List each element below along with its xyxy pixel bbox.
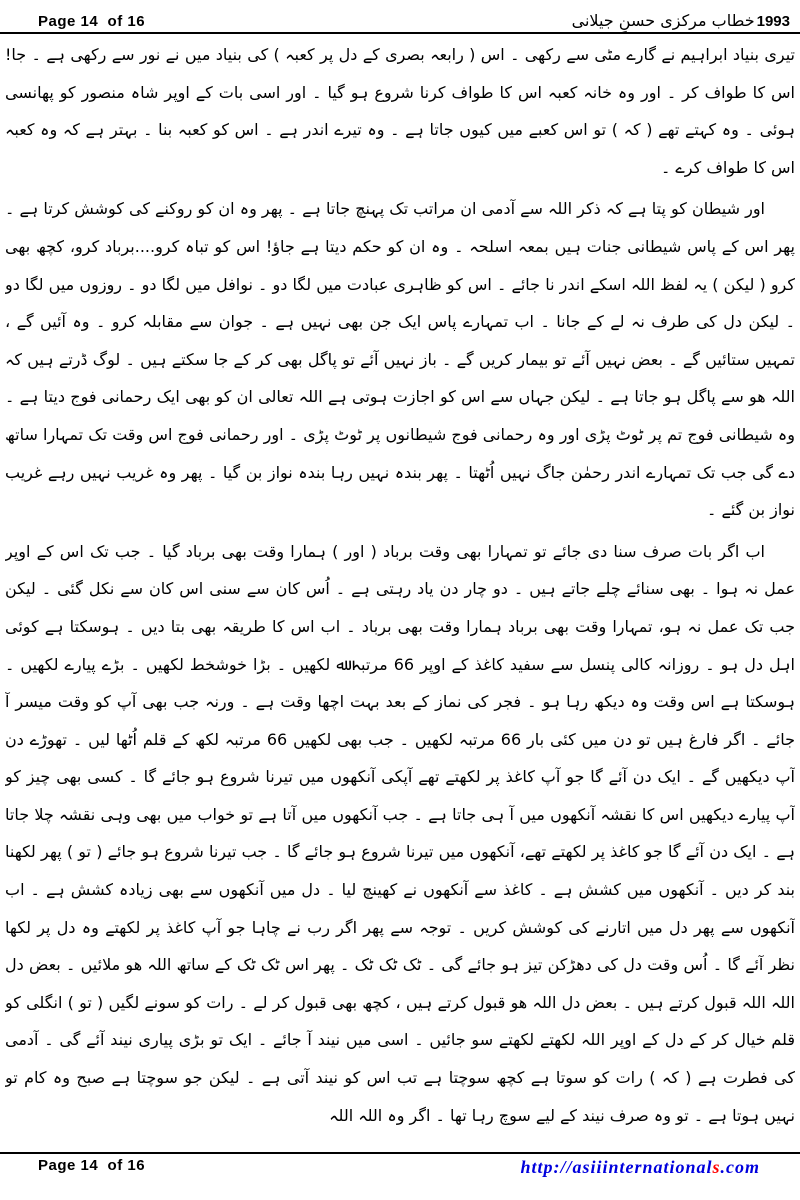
header-page-number: Page 14 of 16 bbox=[38, 13, 146, 30]
paragraph-2: اور شیطان کو پتا ہے کہ ذکر اللہ سے آدمی ان مراتب تک پہنچ جاتا ہے ۔ پھر وہ ان کو روکنے کی کوشش کرتا ہے ۔ پھر اس کے پاس شیطانی جنات ہیں بمعہ اسلحہ ۔ وہ ان کو حکم دیتا ہے جاؤ! اس کو تباہ کرو....برباد کرو، کچھ بھی کرو ( لیکن ) یہ لفظ اللہ اسکے اندر نا جائے ۔ اس کو ظاہری عبادت میں لگا دو ۔ نوافل میں لگا دو ۔ روزوں میں لگا دو ۔ لیکن دل کی طرف نہ لے کے جانا ۔ اب تمہارے پاس ایک جن بھی نہیں ہے ۔ جوان سے مقابلہ کرو ۔ وہ آئیں گے ، تمہیں ستائیں گے ۔ بعض نہیں آئے تو بیمار کریں گے ۔ باز نہیں آئے تو پاگل بھی کر کے جا سکتے ہیں ۔ لوگ ڈرتے ہیں کہ اللہ ھو سے پاگل ہو جاتا ہے ۔ لیکن جہاں سے اس کو اجازت ہوتی ہے اللہ تعالی ان کو بھی ایک رحمانی فوج دیتا ہے ۔ وہ شیطانی فوج تم پر ٹوٹ پڑی اور وہ رحمانی فوج شیطانوں پر ٹوٹ پڑی ۔ اور رحمانی فوج اس وقت تک تمہارا ساتھ دے گی جب تک تمہارے اندر رحمٰن جاگ نہیں اُٹھتا ۔ پھر بندہ نہیں رہا بندہ نواز بن گیا ۔ پھر وہ غریب نہیں رہے غریب نواز بن گئے ۔ bbox=[5, 199, 795, 520]
footer-url-part3: .com bbox=[720, 1157, 760, 1177]
paragraph-3: اب اگر بات صرف سنا دی جائے تو تمہارا بھی وقت برباد ( اور ) ہمارا وقت بھی برباد گیا ۔ جب تک اس کے اوپر عمل نہ ہوا ۔ بھی سنائے چلے جاتے ہیں ۔ دو چار دن یاد رہتی ہے ۔ اُس کان سے سنی اس کان سے نکل گئی ۔ لیکن جب تک عمل نہ ہو، تمہارا وقت بھی برباد ہمارا وقت بھی برباد ۔ اب اس کا طریقہ بھی بتا دیں ۔ ہوسکتا ہے کوئی اہل دل ہو ۔ روزانہ کالی پنسل سے سفید کاغذ کے اوپر 66 مرتبہ ﷲ لکھیں ۔ بڑا خوشخط لکھیں ۔ بڑے پیارے لکھیں ۔ ہوسکتا ہے اس وقت وہ دیکھ رہا ہو ۔ فجر کی نماز کے بعد بہت اچھا وقت ہے ۔ ورنہ جب بھی آپ کو وقت میسر آ جائے ۔ اگر فارغ ہیں تو دن میں کئی بار 66 مرتبہ لکھیں ۔ جب بھی لکھیں 66 مرتبہ لکھ کے قلم اُٹھا لیں ۔ تھوڑے دن آپ دیکھیں گے ۔ ایک دن آئے گا جو آپ کاغذ پر لکھتے تھے آپکی آنکھوں میں تیرنا شروع ہو جائے گا ۔ کسی بھی چیز کو آپ پیارے دیکھیں اس کا نقشہ آنکھوں میں آ ہی جاتا ہے ۔ جب آنکھوں میں آتا ہے تو خواب میں بھی وہی نقشہ چلا جاتا ہے ۔ ایک دن آئے گا جو کاغذ پر لکھتے تھے، آنکھوں میں تیرنا شروع ہو جائے گا ۔ جب تیرنا شروع ہو جائے ( تو ) پھر لکھنا بند کر دیں ۔ آنکھوں میں کشش ہے ۔ کاغذ سے آنکھوں نے کھینچ لیا ۔ دل میں آنکھوں سے بھی زیادہ کشش ہے ۔ اب آنکھوں سے پھر دل میں اتارنے کی کوشش کریں ۔ توجہ سے پھر اگر رب نے چاہا جو آپ کاغذ پر لکھتے وہ دل پر لکھا نظر آئے گا ۔ اُس وقت دل کی دھڑکن تیز ہو جائے گی ۔ ٹک ٹک ٹک ۔ پھر اس ٹک ٹک کے ساتھ اللہ ھو ملائیں ۔ بعض دل اللہ اللہ قبول کرتے ہیں ۔ بعض دل اللہ ھو قبول کرتے ہیں ، کچھ بھی قبول کر لے ۔ رات کو سونے لگیں ( تو ) انگلی کو قلم خیال کر کے دل کے اوپر اللہ لکھتے لکھتے سو جائیں ۔ اسی میں نیند آ جائے ۔ ایک تو بڑی پیاری نیند آئے گی ۔ آدمی کی فطرت ہے ( کہ ) رات کو سوتا ہے کچھ سوچتا ہے تب اس کو نیند آتی ہے ۔ لیکن جو سوچتا ہے صبح وہ کام تو نہیں ہوتا ہے ۔ تو وہ صرف نیند کے لیے سوچ رہا تھا ۔ اگر وہ اللہ اللہ bbox=[5, 541, 795, 1125]
header-title-urdu: خطاب مرکزی حسنِ جیلانی bbox=[571, 11, 755, 30]
page-footer bbox=[0, 1155, 800, 1178]
page-header bbox=[0, 0, 800, 32]
footer-divider bbox=[0, 1152, 800, 1154]
paragraph-1: تیری بنیاد ابراہیم نے گارے مٹی سے رکھی ۔ اس ( رابعہ بصری کے دل پر کعبہ ) کی بنیاد میں نے نور سے رکھی ہے ۔ جا! اس کا طواف کر ۔ اور وہ خانہ کعبہ اس کا طواف کرنا شروع ہو گیا ۔ اور اسی بات کے اوپر شاہ منصور کو پھانسی ہوئی ۔ وہ کہتے تھے ( کہ ) تو اس کعبے میں کیوں جاتا ہے ۔ وہ تیرے اندر ہے ۔ اس کو کعبہ بنا ۔ بہتر ہے کہ وہ کعبہ اس کا طواف کرے ۔ bbox=[5, 45, 795, 177]
footer-url-part1: http://asiiinternational bbox=[520, 1157, 713, 1177]
footer-url-link[interactable] bbox=[520, 1157, 760, 1178]
header-divider bbox=[0, 32, 800, 34]
header-title bbox=[572, 11, 790, 30]
header-title-year: 1993 bbox=[756, 13, 790, 30]
document-body bbox=[5, 36, 795, 1150]
footer-page-number: Page 14 of 16 bbox=[38, 1157, 146, 1174]
footer-url-part2: s bbox=[712, 1157, 721, 1177]
